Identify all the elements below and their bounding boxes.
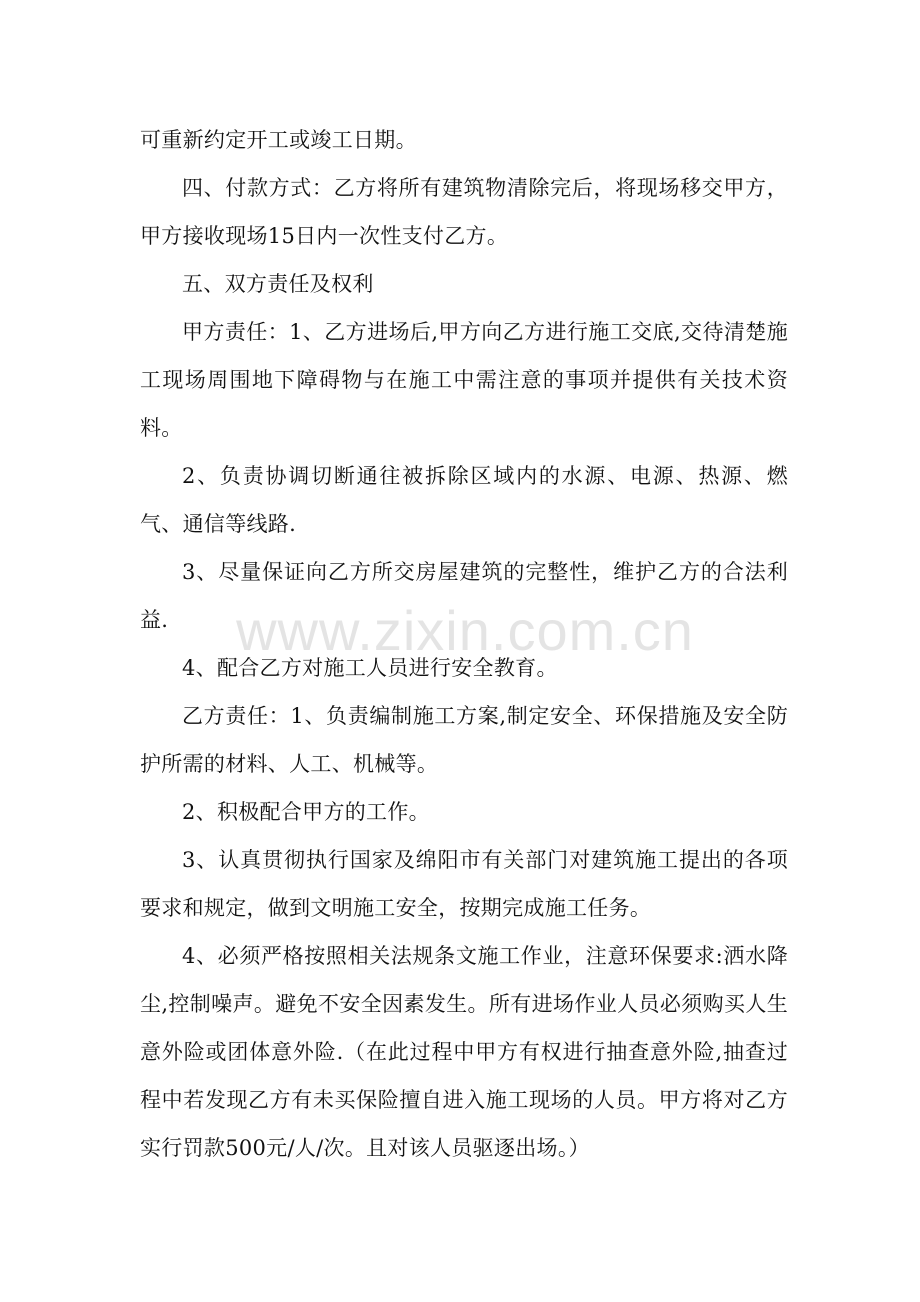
- document-body: [140, 116, 788, 1172]
- paragraph-party-b-item-3: 3、认真贯彻执行国家及绵阳市有关部门对建筑施工提出的各项要求和规定，做到文明施工安全，按期完成施工任务。: [140, 848, 788, 920]
- watermark: www.zixin.com.cn: [236, 599, 694, 662]
- paragraph-party-a-item-3: 3、尽量保证向乙方所交房屋建筑的完整性，维护乙方的合法利益.: [140, 560, 788, 632]
- paragraph-payment-method: 四、付款方式：乙方将所有建筑物清除完后，将现场移交甲方，甲方接收现场15日内一次性支付乙方。: [140, 176, 788, 248]
- paragraph-party-b-item-2: 2、积极配合甲方的工作。: [182, 800, 430, 824]
- paragraph-party-b-item-1: 乙方责任：1、负责编制施工方案,制定安全、环保措施及安全防护所需的材料、人工、机械等。: [140, 704, 788, 776]
- paragraph-party-b-item-4: 4、必须严格按照相关法规条文施工作业，注意环保要求:洒水降尘,控制噪声。避免不安全因素发生。所有进场作业人员必须购买人生意外险或团体意外险.（在此过程中甲方有权进行抽查意外险,抽查过程中若发现乙方有未买保险擅自进入施工现场的人员。甲方将对乙方实行罚款500元/人/次。且对该人员驱逐出场。）: [140, 944, 788, 1160]
- paragraph-party-a-item-2: 2、负责协调切断通往被拆除区域内的水源、电源、热源、燃气、通信等线路.: [140, 464, 788, 536]
- section-heading-responsibilities: 五、双方责任及权利: [182, 272, 374, 296]
- paragraph-party-a-item-4: 4、配合乙方对施工人员进行安全教育。: [182, 656, 558, 680]
- paragraph-party-a-item-1: 甲方责任：1、乙方进场后,甲方向乙方进行施工交底,交待清楚施工现场周围地下障碍物与在施工中需注意的事项并提供有关技术资料。: [140, 320, 788, 440]
- paragraph-continuation: 可重新约定开工或竣工日期。: [140, 128, 417, 152]
